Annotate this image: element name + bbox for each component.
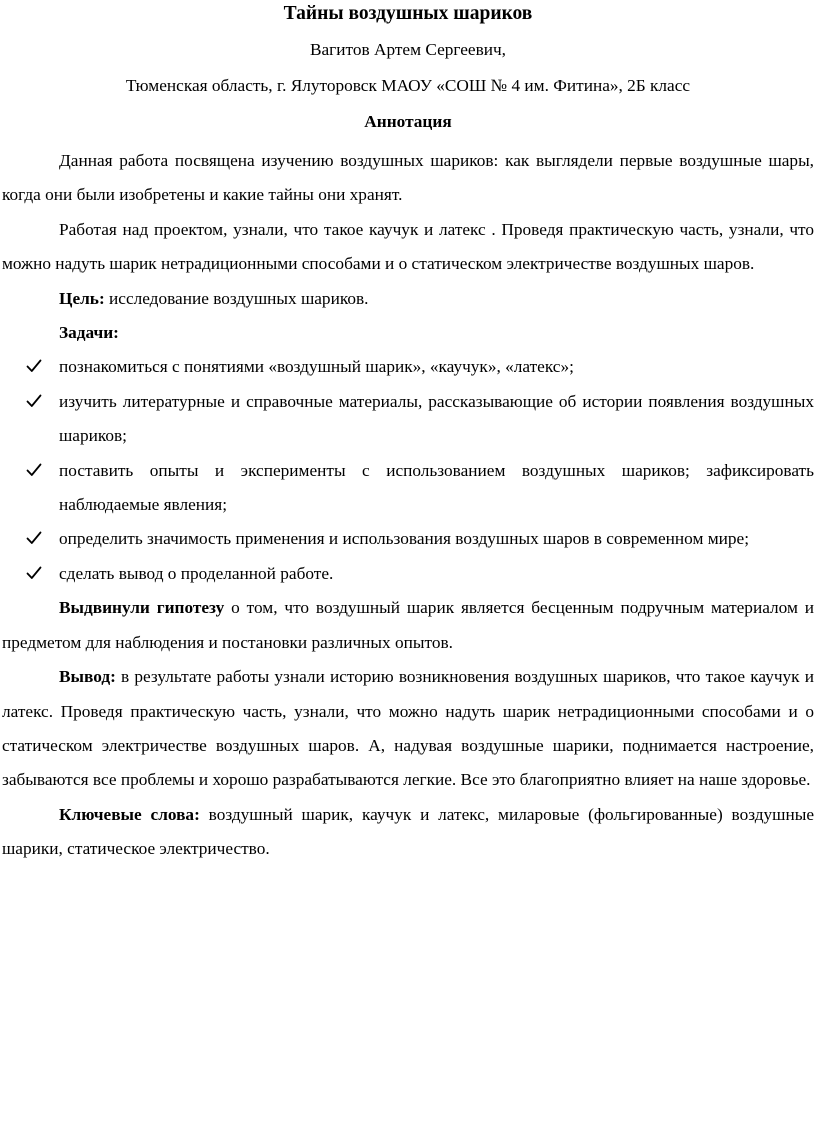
keywords-label: Ключевые слова:: [59, 804, 200, 824]
annotation-heading: Аннотация: [364, 112, 452, 131]
task-text: познакомиться с понятиями «воздушный шарик», «каучук», «латекс»;: [59, 357, 574, 377]
author-name: Вагитов Артем Сергеевич,: [309, 40, 507, 59]
task-item: [2, 557, 814, 591]
task-text: определить значимость применения и использования воздушных шаров в современном мире;: [59, 529, 750, 549]
conclusion-paragraph: [2, 660, 814, 798]
task-item: [2, 350, 814, 384]
goal-line: [2, 282, 814, 316]
tasks-list: [2, 350, 814, 591]
task-text: поставить опыты и эксперименты с использованием воздушных шариков; зафиксировать наблюдаемые явления;: [59, 460, 814, 515]
hypothesis-paragraph: [2, 591, 814, 660]
project-paragraph: Работая над проектом, узнали, что такое каучук и латекс . Проведя практическую часть, узнали, что можно надуть шарик нетрадиционными способами и о статическом электричестве воздушных шаров.: [2, 219, 814, 274]
author-affiliation: Тюменская область, г. Ялуторовск МАОУ «СОШ № 4 им. Фитина», 2Б класс: [125, 76, 691, 95]
hypothesis-label: Выдвинули гипотезу: [59, 598, 225, 618]
task-item: [2, 522, 814, 556]
tasks-label: Задачи:: [59, 323, 119, 343]
hypothesis-text: о том, что воздушный шарик является бесценным подручным материалом и предметом для наблюдения и постановки различных опытов.: [2, 598, 814, 652]
checkmark-icon: [26, 531, 42, 545]
task-text: сделать вывод о проделанной работе.: [59, 563, 334, 583]
checkmark-icon: [26, 359, 42, 373]
intro-paragraph: Данная работа посвящена изучению воздушных шариков: как выглядели первые воздушные шары, когда они были изобретены и какие тайны они хранят.: [2, 151, 814, 205]
task-item: [2, 385, 814, 454]
conclusion-label: Вывод:: [59, 667, 116, 687]
task-item: [2, 454, 814, 523]
checkmark-icon: [26, 394, 42, 408]
keywords-text: воздушный шарик, каучук и латекс, миларовые (фольгированные) воздушные шарики, статическое электричество.: [2, 804, 814, 859]
checkmark-icon: [26, 566, 42, 580]
checkmark-icon: [26, 463, 42, 477]
keywords-paragraph: [2, 798, 814, 867]
conclusion-text: в результате работы узнали историю возникновения воздушных шариков, что такое каучук и латекс. Проведя практическую часть, узнали, что можно надуть шарик нетрадиционными способами и о статическом электричестве воздушных шаров. А, надувая воздушные шарики, поднимается настроение, забываются все проблемы и хорошо разрабатываются легкие. Все это благоприятно влияет на наше здоровье.: [2, 667, 814, 790]
goal-label: Цель:: [59, 288, 105, 308]
document-title: Тайны воздушных шариков: [283, 3, 533, 24]
goal-text: исследование воздушных шариков.: [104, 288, 369, 308]
task-text: изучить литературные и справочные материалы, рассказывающие об истории появления воздушных шариков;: [59, 391, 814, 446]
document-content: [2, 2, 814, 867]
